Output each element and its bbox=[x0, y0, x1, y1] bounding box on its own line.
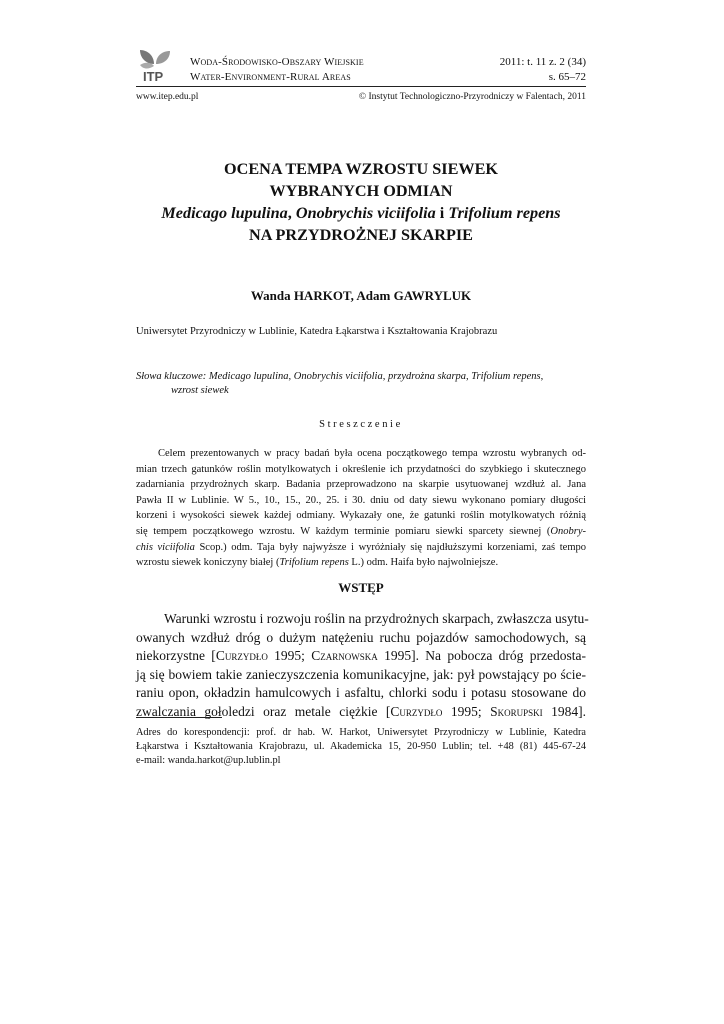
citation: Skorupski bbox=[490, 703, 543, 719]
journal-title-pl: Woda-Środowisko-Obszary Wiejskie bbox=[190, 56, 364, 68]
journal-volume: 2011: t. 11 z. 2 (34) bbox=[499, 56, 586, 68]
abstract-heading: Streszczenie bbox=[319, 419, 403, 430]
correspondence-footnote bbox=[136, 726, 586, 769]
title-line-3: Medicago lupulina, Onobrychis viciifolia i Trifolium repens bbox=[161, 204, 561, 222]
abstract-line: mian trzech gatunków roślin motylkowatych i określenie ich przydatności do szybkiego i skutecznego bbox=[136, 463, 586, 475]
keywords bbox=[136, 370, 586, 398]
intro-line: ją się bowiem takie zanieczyszczenia komunikacyjne, jak: pył powstający po ście- bbox=[136, 666, 586, 682]
authors: Wanda HARKOT, Adam GAWRYLUK bbox=[250, 288, 472, 303]
abstract-line: wzrostu siewek koniczyny białej (Trifolium repens L.) odm. Haifa było najwolniejsze. bbox=[136, 557, 499, 569]
copyright: © Instytut Technologiczno-Przyrodniczy w Falentach, 2011 bbox=[358, 92, 586, 102]
abstract-line: się tempem początkowego wzrostu. W każdym terminie pomiaru siewki sparcety siewnej (Onobry- bbox=[136, 525, 586, 537]
journal-title-en: Water-Environment-Rural Areas bbox=[190, 71, 351, 83]
title-line-1: OCENA TEMPA WZROSTU SIEWEK bbox=[224, 160, 498, 178]
intro-line: Warunki wzrostu i rozwoju roślin na przydrożnych skarpach, zwłaszcza usytu- bbox=[164, 611, 589, 626]
intro-line: zwalczania gołoledzi oraz metale ciężkie [Curzydło 1995; Skorupski 1984]. bbox=[136, 703, 586, 719]
species-1: Medicago lupulina bbox=[161, 204, 288, 222]
section-heading-intro: WSTĘP bbox=[338, 580, 384, 595]
abstract-line: zadarniania przydrożnych skarp. Badania przeprowadzono na skarpie usytuowanej wzdłuż al. Jana bbox=[136, 479, 586, 491]
itp-logo bbox=[134, 48, 178, 84]
keywords-line-1: Słowa kluczowe: Medicago lupulina, Onobrychis viciifolia, przydrożna skarpa, Trifolium repens, bbox=[136, 371, 544, 382]
article-title bbox=[136, 158, 586, 246]
logo-text: ITP bbox=[143, 69, 164, 84]
header-rule bbox=[136, 86, 586, 87]
citation: Curzydło bbox=[215, 648, 268, 664]
intro-paragraph bbox=[136, 610, 589, 722]
keywords-line-2: wzrost siewek bbox=[171, 385, 229, 396]
footnote-line: Adres do korespondencji: prof. dr hab. W. Harkot, Uniwersytet Przyrodniczy w Lublinie, Katedra bbox=[136, 727, 586, 738]
abstract-line: Celem prezentowanych w pracy badań była ocena początkowego tempa wzrostu wybranych od- bbox=[158, 448, 586, 459]
citation: Czarnowska bbox=[311, 648, 378, 664]
intro-line: owanych wzdłuż dróg o dużym natężeniu ruchu pojazdów samochodowych, są bbox=[136, 629, 586, 645]
title-line-4: NA PRZYDROŻNEJ SKARPIE bbox=[249, 226, 473, 244]
affiliation: Uniwersytet Przyrodniczy w Lublinie, Katedra Łąkarstwa i Kształtowania Krajobrazu bbox=[136, 326, 498, 337]
footnote-rule bbox=[136, 717, 222, 718]
citation: Curzydło bbox=[390, 703, 443, 719]
abstract-line: korzeni i wysokości siewek każdej odmiany. Wykazały one, że gatunki roślin motylkowatych różnią bbox=[136, 510, 586, 522]
intro-line: raniu opon, okładzin hamulcowych i asfaltu, chlorki sodu i potasu stosowane do bbox=[136, 685, 586, 701]
footnote-line: e-mail: wanda.harkot@up.lublin.pl bbox=[136, 755, 281, 767]
species-2: Onobrychis viciifolia bbox=[295, 204, 436, 222]
species-3: Trifolium repens bbox=[448, 204, 561, 222]
abstract-line: Pawła II w Lublinie. W 5., 10., 15., 20., 25. i 30. dniu od daty siewu wykonano pomiary długości bbox=[136, 494, 586, 506]
footnote-line: Łąkarstwa i Kształtowania Krajobrazu, ul. Akademicka 15, 20-950 Lublin; tel. +48 (81) 445-67-24 bbox=[136, 741, 586, 753]
title-line-2: WYBRANYCH ODMIAN bbox=[269, 182, 453, 200]
abstract-line: chis viciifolia Scop.) odm. Taja były najwyższe i wyróżniały się najdłuższymi korzeniami, zaś tempo bbox=[136, 541, 586, 553]
journal-url: www.itep.edu.pl bbox=[136, 92, 199, 102]
journal-pages: s. 65–72 bbox=[548, 71, 586, 83]
abstract bbox=[136, 446, 586, 571]
intro-line: niekorzystne [Curzydło 1995; Czarnowska 1995]. Na pobocza dróg przedosta- bbox=[136, 648, 586, 664]
